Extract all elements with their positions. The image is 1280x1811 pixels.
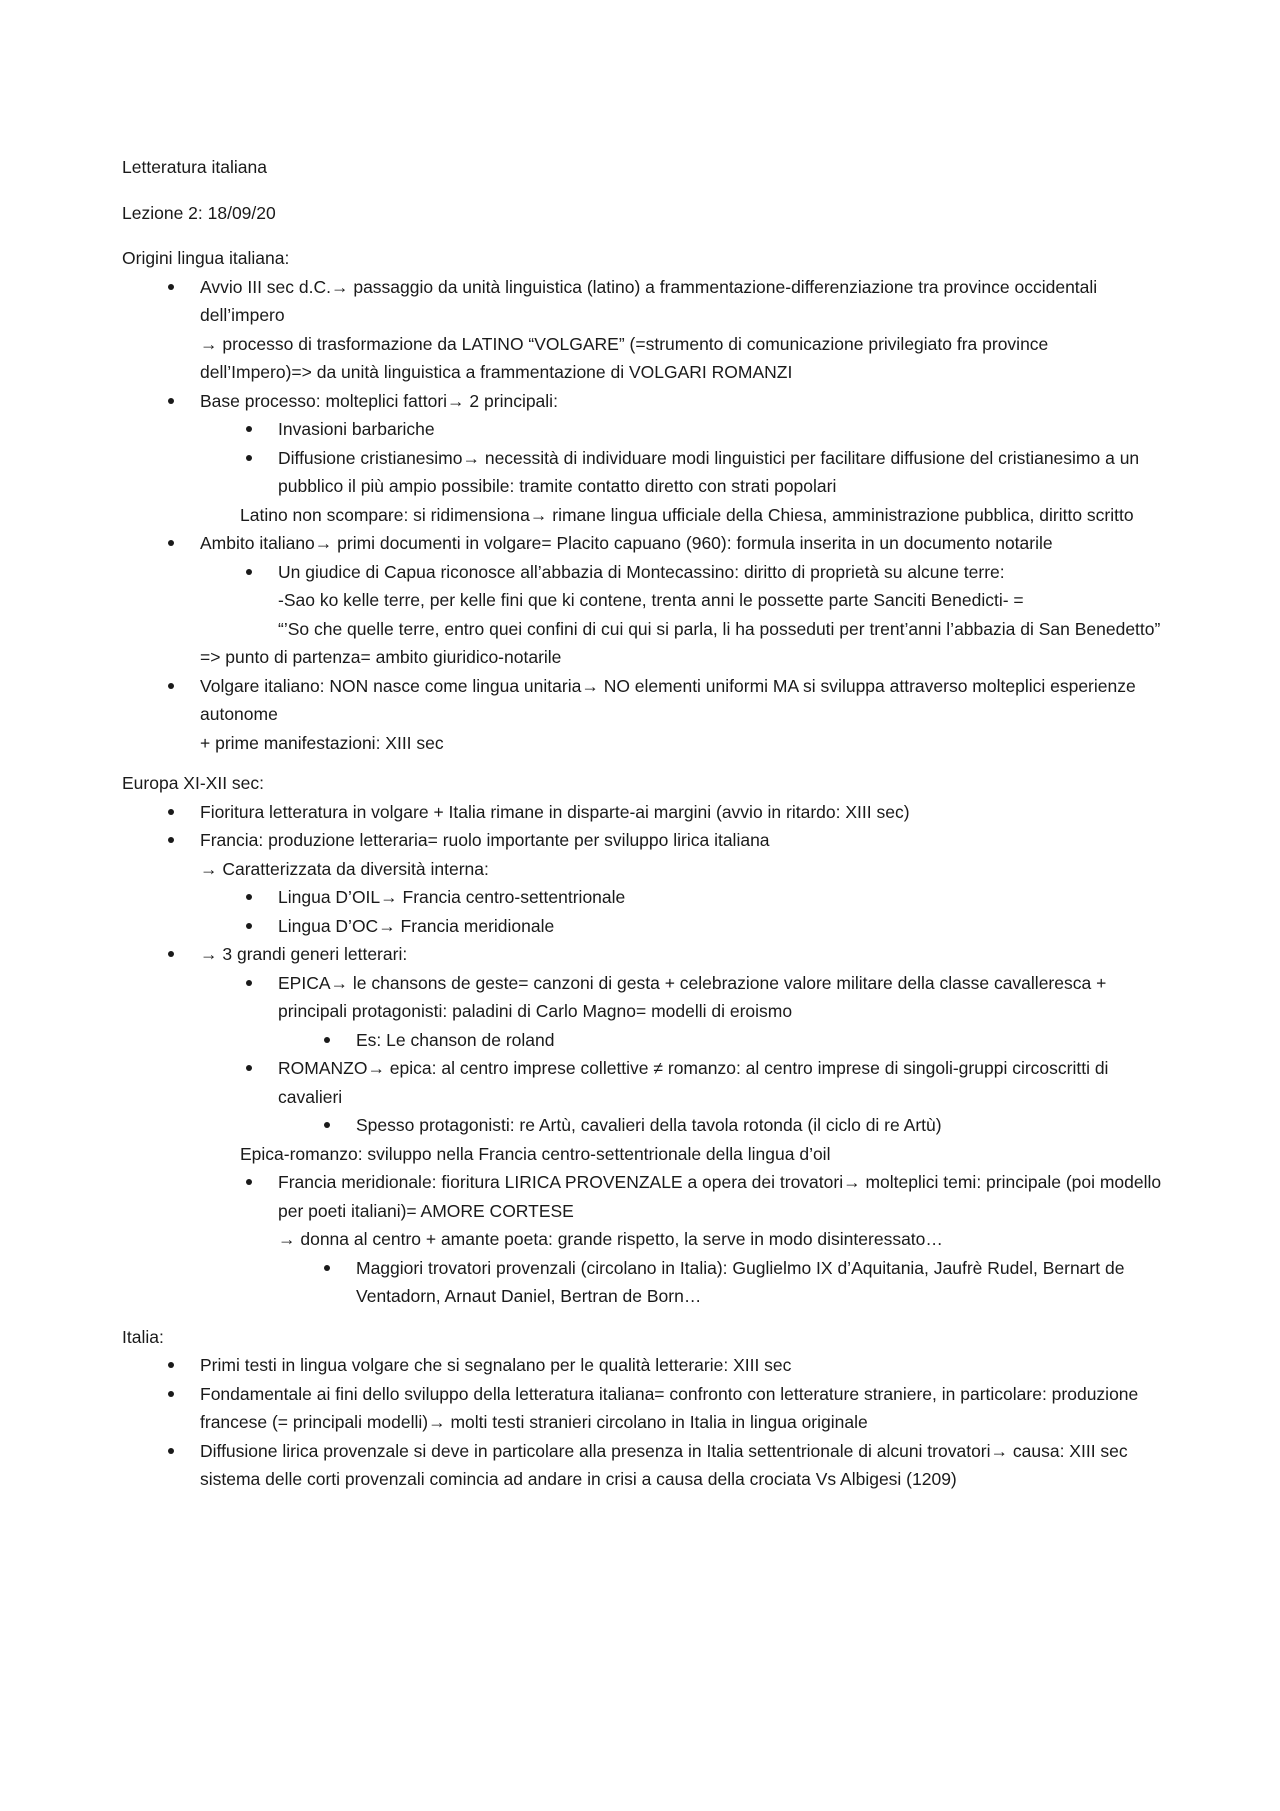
bullet-icon	[246, 1179, 252, 1185]
list-item-text: → 3 grandi generi letterari:	[200, 944, 408, 964]
document-title: Letteratura italiana	[122, 157, 267, 177]
list-item	[122, 798, 1162, 827]
sub-sub-list-item	[278, 1254, 1162, 1311]
bullet-icon	[324, 1122, 330, 1128]
bullet-icon	[168, 837, 174, 843]
sub-list-item	[200, 912, 1162, 941]
indented-note: Latino non scompare: si ridimensiona→ rimane lingua ufficiale della Chiesa, amministrazione pubblica, diritto scritto	[240, 504, 1134, 525]
quote-translation: “’So che quelle terre, entro quei confini di cui qui si parla, li ha posseduti per trent’anni l’abbazia di San Benedetto”	[278, 618, 1161, 639]
bullet-list	[122, 273, 1162, 758]
section-heading: Origini lingua italiana:	[122, 248, 290, 268]
sub-list	[200, 969, 1162, 1140]
list-item-text: Primi testi in lingua volgare che si segnalano per le qualità letterarie: XIII sec	[200, 1355, 792, 1375]
bullet-icon	[324, 1265, 330, 1271]
list-item-text: Fondamentale ai fini dello sviluppo della letteratura italiana= confronto con letterature straniere, in particolare: produzione francese (= principali modelli)→ molti testi stranieri circolano in Italia in lingua originale	[200, 1383, 1139, 1432]
section-europa	[122, 769, 1162, 1311]
list-item	[122, 387, 1162, 530]
list-item	[122, 273, 1162, 387]
sub-list	[200, 883, 1162, 940]
list-item	[122, 529, 1162, 672]
list-item	[122, 672, 1162, 758]
lesson-line: Lezione 2: 18/09/20	[122, 202, 276, 223]
list-item-text: Ambito italiano→ primi documenti in volgare= Placito capuano (960): formula inserita in un documento notarile	[200, 533, 1053, 553]
sub-list	[200, 558, 1162, 644]
bullet-icon	[246, 980, 252, 986]
bullet-icon	[168, 284, 174, 290]
list-item-text: Francia: produzione letteraria= ruolo importante per sviluppo lirica italiana	[200, 830, 770, 850]
sub-sub-list	[278, 1026, 1162, 1055]
bullet-icon	[246, 569, 252, 575]
sub-sub-list	[278, 1254, 1162, 1311]
sub-item-text: Lingua D’OIL→ Francia centro-settentrionale	[278, 887, 626, 907]
section-heading: Europa XI-XII sec:	[122, 773, 265, 793]
list-item	[122, 1351, 1162, 1380]
list-item-text: Volgare italiano: NON nasce come lingua unitaria→ NO elementi uniformi MA si sviluppa attraverso molteplici esperienze autonome	[200, 675, 1136, 724]
bullet-icon	[246, 1065, 252, 1071]
list-item-text: Diffusione lirica provenzale si deve in particolare alla presenza in Italia settentrionale di alcuni trovatori→ causa: XIII sec sistema delle corti provenzali comincia ad andare in crisi a causa della crociata Vs Albigesi (1209)	[200, 1440, 1128, 1489]
bullet-icon	[246, 426, 252, 432]
bullet-list	[122, 798, 1162, 1311]
list-item-text: Fioritura letteratura in volgare + Italia rimane in disparte-ai margini (avvio in ritardo: XIII sec)	[200, 801, 910, 822]
sub-item-text: Francia meridionale: fioritura LIRICA PROVENZALE a opera dei trovatori→ molteplici temi: principale (poi modello per poeti italiani)= AMORE CORTESE	[278, 1172, 1162, 1221]
section-origini	[122, 244, 1162, 757]
sub-list-item	[200, 444, 1162, 501]
sub-item-text: Lingua D’OC→ Francia meridionale	[278, 915, 555, 936]
sub-list-item	[200, 1054, 1162, 1140]
sub-list-item	[200, 415, 1162, 444]
bullet-icon	[168, 683, 174, 689]
sub-sub-item-text: Maggiori trovatori provenzali (circolano in Italia): Guglielmo IX d’Aquitania, Jaufrè Rudel, Bernart de Ventadorn, Arnaut Daniel, Bertran de Born…	[356, 1257, 1125, 1306]
list-item-continuation: → Caratterizzata da diversità interna:	[200, 858, 489, 879]
bullet-icon	[168, 951, 174, 957]
list-item	[122, 826, 1162, 940]
sub-item-text: Diffusione cristianesimo→ necessità di individuare modi linguistici per facilitare diffusione del cristianesimo a un pubblico il più ampio possibile: tramite contatto diretto con strati popolari	[278, 447, 1140, 496]
section-italia	[122, 1323, 1162, 1494]
list-item	[122, 1437, 1162, 1494]
bullet-icon	[168, 1448, 174, 1454]
bullet-icon	[168, 398, 174, 404]
sub-list-item	[200, 558, 1162, 644]
list-item	[122, 1380, 1162, 1437]
list-item-text: Base processo: molteplici fattori→ 2 principali:	[200, 390, 558, 411]
sub-sub-item-text: Es: Le chanson de roland	[356, 1029, 555, 1050]
bullet-list	[122, 1351, 1162, 1494]
sub-item-text: EPICA→ le chansons de geste= canzoni di gesta + celebrazione valore militare della classe cavalleresca + principali protagonisti: paladini di Carlo Magno= modelli di eroismo	[278, 972, 1107, 1021]
sub-list-item	[200, 1168, 1162, 1311]
bullet-icon	[168, 809, 174, 815]
sub-list-item	[200, 883, 1162, 912]
bullet-icon	[168, 540, 174, 546]
sub-list	[200, 1168, 1162, 1311]
sub-sub-item-text: Spesso protagonisti: re Artù, cavalieri della tavola rotonda (il ciclo di re Artù)	[356, 1115, 942, 1135]
sub-sub-list	[278, 1111, 1162, 1140]
quote-latin: -Sao ko kelle terre, per kelle fini que ki contene, trenta anni le possette parte Sanciti Benedicti- =	[278, 590, 1024, 610]
sub-item-text: Un giudice di Capua riconosce all’abbazia di Montecassino: diritto di proprietà su alcune terre:	[278, 561, 1005, 582]
bullet-icon	[324, 1037, 330, 1043]
bullet-icon	[246, 894, 252, 900]
sub-list-item	[200, 969, 1162, 1055]
list-item-text: Avvio III sec d.C.→ passaggio da unità linguistica (latino) a frammentazione-differenziazione tra province occidentali dell’impero	[200, 276, 1098, 325]
document-content	[122, 153, 1162, 1494]
sub-sub-list-item	[278, 1026, 1162, 1055]
bullet-icon	[168, 1391, 174, 1397]
bullet-icon	[246, 455, 252, 461]
bullet-icon	[168, 1362, 174, 1368]
sub-item-text: Invasioni barbariche	[278, 419, 435, 439]
indented-note: Epica-romanzo: sviluppo nella Francia centro-settentrionale della lingua d’oil	[240, 1143, 831, 1164]
list-item	[122, 940, 1162, 1311]
sub-item-text: ROMANZO→ epica: al centro imprese collettive ≠ romanzo: al centro imprese di singoli-gruppi circoscritti di cavalieri	[278, 1058, 1109, 1107]
sub-sub-list-item	[278, 1111, 1162, 1140]
list-item-continuation: + prime manifestazioni: XIII sec	[200, 732, 444, 753]
indented-note: => punto di partenza= ambito giuridico-notarile	[200, 647, 562, 667]
sub-list	[200, 415, 1162, 501]
sub-item-continuation: → donna al centro + amante poeta: grande rispetto, la serve in modo disinteressato…	[278, 1229, 943, 1249]
list-item-continuation: → processo di trasformazione da LATINO “VOLGARE” (=strumento di comunicazione privilegiato fra province dell’Impero)=> da unità linguistica a frammentazione di VOLGARI ROMANZI	[200, 333, 1049, 382]
bullet-icon	[246, 923, 252, 929]
section-heading: Italia:	[122, 1326, 164, 1347]
